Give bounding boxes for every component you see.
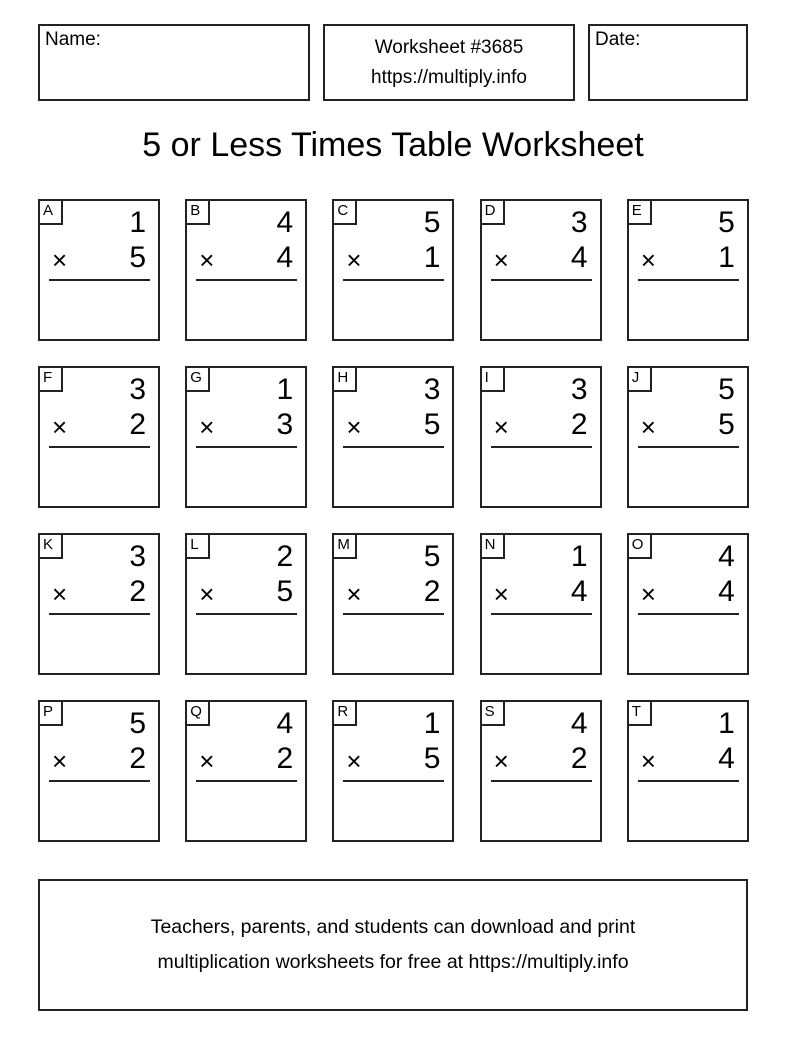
multiplier: 4 bbox=[276, 241, 294, 274]
answer-line bbox=[343, 780, 444, 782]
problem-card[interactable] bbox=[332, 199, 454, 341]
problem-letter: G bbox=[187, 368, 210, 392]
answer-line bbox=[49, 446, 150, 448]
problem-letter: P bbox=[40, 702, 63, 726]
multiplicand: 5 bbox=[423, 540, 441, 573]
multiplicand: 2 bbox=[276, 540, 294, 573]
multiplicand: 1 bbox=[129, 206, 146, 239]
multiplicand: 3 bbox=[129, 540, 146, 573]
times-icon: × bbox=[640, 579, 656, 609]
date-field[interactable] bbox=[588, 24, 748, 101]
site-url: https://multiply.info bbox=[371, 66, 527, 88]
footer-line-1: Teachers, parents, and students can download and print bbox=[150, 916, 636, 938]
times-icon: × bbox=[346, 746, 362, 776]
times-icon: × bbox=[640, 245, 656, 275]
answer-line bbox=[491, 279, 592, 281]
problem-card[interactable] bbox=[185, 533, 307, 675]
answer-line bbox=[49, 279, 150, 281]
problem-card[interactable] bbox=[480, 700, 602, 842]
times-icon: × bbox=[493, 245, 509, 275]
multiplier: 4 bbox=[570, 575, 588, 608]
multiplicand: 5 bbox=[718, 373, 735, 406]
problem-letter: L bbox=[187, 535, 210, 559]
problem-card[interactable] bbox=[627, 700, 749, 842]
problem-letter: H bbox=[334, 368, 357, 392]
problem-card[interactable] bbox=[38, 533, 160, 675]
multiplier: 5 bbox=[276, 575, 294, 608]
problem-card[interactable] bbox=[185, 366, 307, 508]
times-icon: × bbox=[346, 579, 362, 609]
worksheet-info-box bbox=[323, 24, 575, 101]
name-label: Name: bbox=[45, 29, 101, 50]
problem-letter: J bbox=[629, 368, 652, 392]
times-icon: × bbox=[640, 746, 656, 776]
problem-letter: R bbox=[334, 702, 357, 726]
multiplier: 2 bbox=[276, 742, 294, 775]
footer-box bbox=[38, 879, 748, 1011]
problem-letter: Q bbox=[187, 702, 210, 726]
multiplier: 2 bbox=[129, 742, 146, 775]
multiplier: 2 bbox=[129, 575, 146, 608]
multiplier: 1 bbox=[718, 241, 735, 274]
times-icon: × bbox=[346, 245, 362, 275]
times-icon: × bbox=[199, 579, 215, 609]
multiplicand: 3 bbox=[570, 373, 588, 406]
multiplicand: 1 bbox=[570, 540, 588, 573]
multiplier: 2 bbox=[129, 408, 146, 441]
date-label: Date: bbox=[595, 29, 641, 50]
answer-line bbox=[491, 446, 592, 448]
answer-line bbox=[638, 780, 739, 782]
problem-card[interactable] bbox=[185, 199, 307, 341]
multiplicand: 3 bbox=[570, 206, 588, 239]
multiplier: 2 bbox=[423, 575, 441, 608]
problem-letter: N bbox=[482, 535, 505, 559]
problem-letter: E bbox=[629, 201, 652, 225]
worksheet-number: Worksheet #3685 bbox=[374, 36, 524, 58]
answer-line bbox=[638, 613, 739, 615]
answer-line bbox=[491, 613, 592, 615]
problem-letter: O bbox=[629, 535, 652, 559]
problem-card[interactable] bbox=[480, 199, 602, 341]
problem-card[interactable] bbox=[38, 700, 160, 842]
multiplier: 1 bbox=[423, 241, 441, 274]
problem-card[interactable] bbox=[627, 366, 749, 508]
times-icon: × bbox=[52, 245, 68, 275]
name-field[interactable] bbox=[38, 24, 310, 101]
multiplicand: 1 bbox=[423, 707, 441, 740]
times-icon: × bbox=[493, 746, 509, 776]
problem-card[interactable] bbox=[38, 199, 160, 341]
times-icon: × bbox=[493, 579, 509, 609]
multiplier: 4 bbox=[718, 575, 735, 608]
problem-letter: B bbox=[187, 201, 210, 225]
multiplicand: 5 bbox=[718, 206, 735, 239]
problem-card[interactable] bbox=[627, 199, 749, 341]
multiplicand: 4 bbox=[570, 707, 588, 740]
problem-letter: F bbox=[40, 368, 63, 392]
answer-line bbox=[196, 613, 297, 615]
times-icon: × bbox=[52, 412, 68, 442]
answer-line bbox=[196, 446, 297, 448]
multiplier: 4 bbox=[570, 241, 588, 274]
multiplicand: 5 bbox=[129, 707, 146, 740]
times-icon: × bbox=[346, 412, 362, 442]
answer-line bbox=[196, 780, 297, 782]
multiplicand: 4 bbox=[276, 206, 294, 239]
times-icon: × bbox=[52, 579, 68, 609]
problem-card[interactable] bbox=[38, 366, 160, 508]
multiplicand: 4 bbox=[276, 707, 294, 740]
problem-letter: D bbox=[482, 201, 505, 225]
answer-line bbox=[343, 446, 444, 448]
problem-letter: M bbox=[334, 535, 357, 559]
multiplier: 5 bbox=[129, 241, 146, 274]
multiplicand: 1 bbox=[718, 707, 735, 740]
multiplicand: 4 bbox=[718, 540, 735, 573]
multiplier: 2 bbox=[570, 742, 588, 775]
answer-line bbox=[343, 279, 444, 281]
answer-line bbox=[196, 279, 297, 281]
problem-card[interactable] bbox=[480, 533, 602, 675]
multiplicand: 3 bbox=[129, 373, 146, 406]
multiplier: 3 bbox=[276, 408, 294, 441]
answer-line bbox=[343, 613, 444, 615]
multiplicand: 1 bbox=[276, 373, 294, 406]
problem-letter: C bbox=[334, 201, 357, 225]
problem-letter: T bbox=[629, 702, 652, 726]
multiplier: 2 bbox=[570, 408, 588, 441]
times-icon: × bbox=[52, 746, 68, 776]
problem-card[interactable] bbox=[185, 700, 307, 842]
problem-letter: S bbox=[482, 702, 505, 726]
problem-card[interactable] bbox=[480, 366, 602, 508]
times-icon: × bbox=[640, 412, 656, 442]
multiplier: 5 bbox=[423, 742, 441, 775]
answer-line bbox=[49, 613, 150, 615]
answer-line bbox=[491, 780, 592, 782]
multiplier: 5 bbox=[718, 408, 735, 441]
multiplier: 5 bbox=[423, 408, 441, 441]
problem-card[interactable] bbox=[627, 533, 749, 675]
multiplicand: 3 bbox=[423, 373, 441, 406]
problem-letter: A bbox=[40, 201, 63, 225]
times-icon: × bbox=[199, 746, 215, 776]
multiplicand: 5 bbox=[423, 206, 441, 239]
times-icon: × bbox=[493, 412, 509, 442]
answer-line bbox=[638, 446, 739, 448]
page-title: 5 or Less Times Table Worksheet bbox=[142, 126, 644, 164]
footer-line-2: multiplication worksheets for free at https://multiply.info bbox=[157, 951, 629, 973]
problem-letter: K bbox=[40, 535, 63, 559]
times-icon: × bbox=[199, 245, 215, 275]
answer-line bbox=[49, 780, 150, 782]
times-icon: × bbox=[199, 412, 215, 442]
multiplier: 4 bbox=[718, 742, 735, 775]
problem-card[interactable] bbox=[332, 366, 454, 508]
problem-letter: I bbox=[482, 368, 505, 392]
problem-card[interactable] bbox=[332, 533, 454, 675]
problem-card[interactable] bbox=[332, 700, 454, 842]
answer-line bbox=[638, 279, 739, 281]
